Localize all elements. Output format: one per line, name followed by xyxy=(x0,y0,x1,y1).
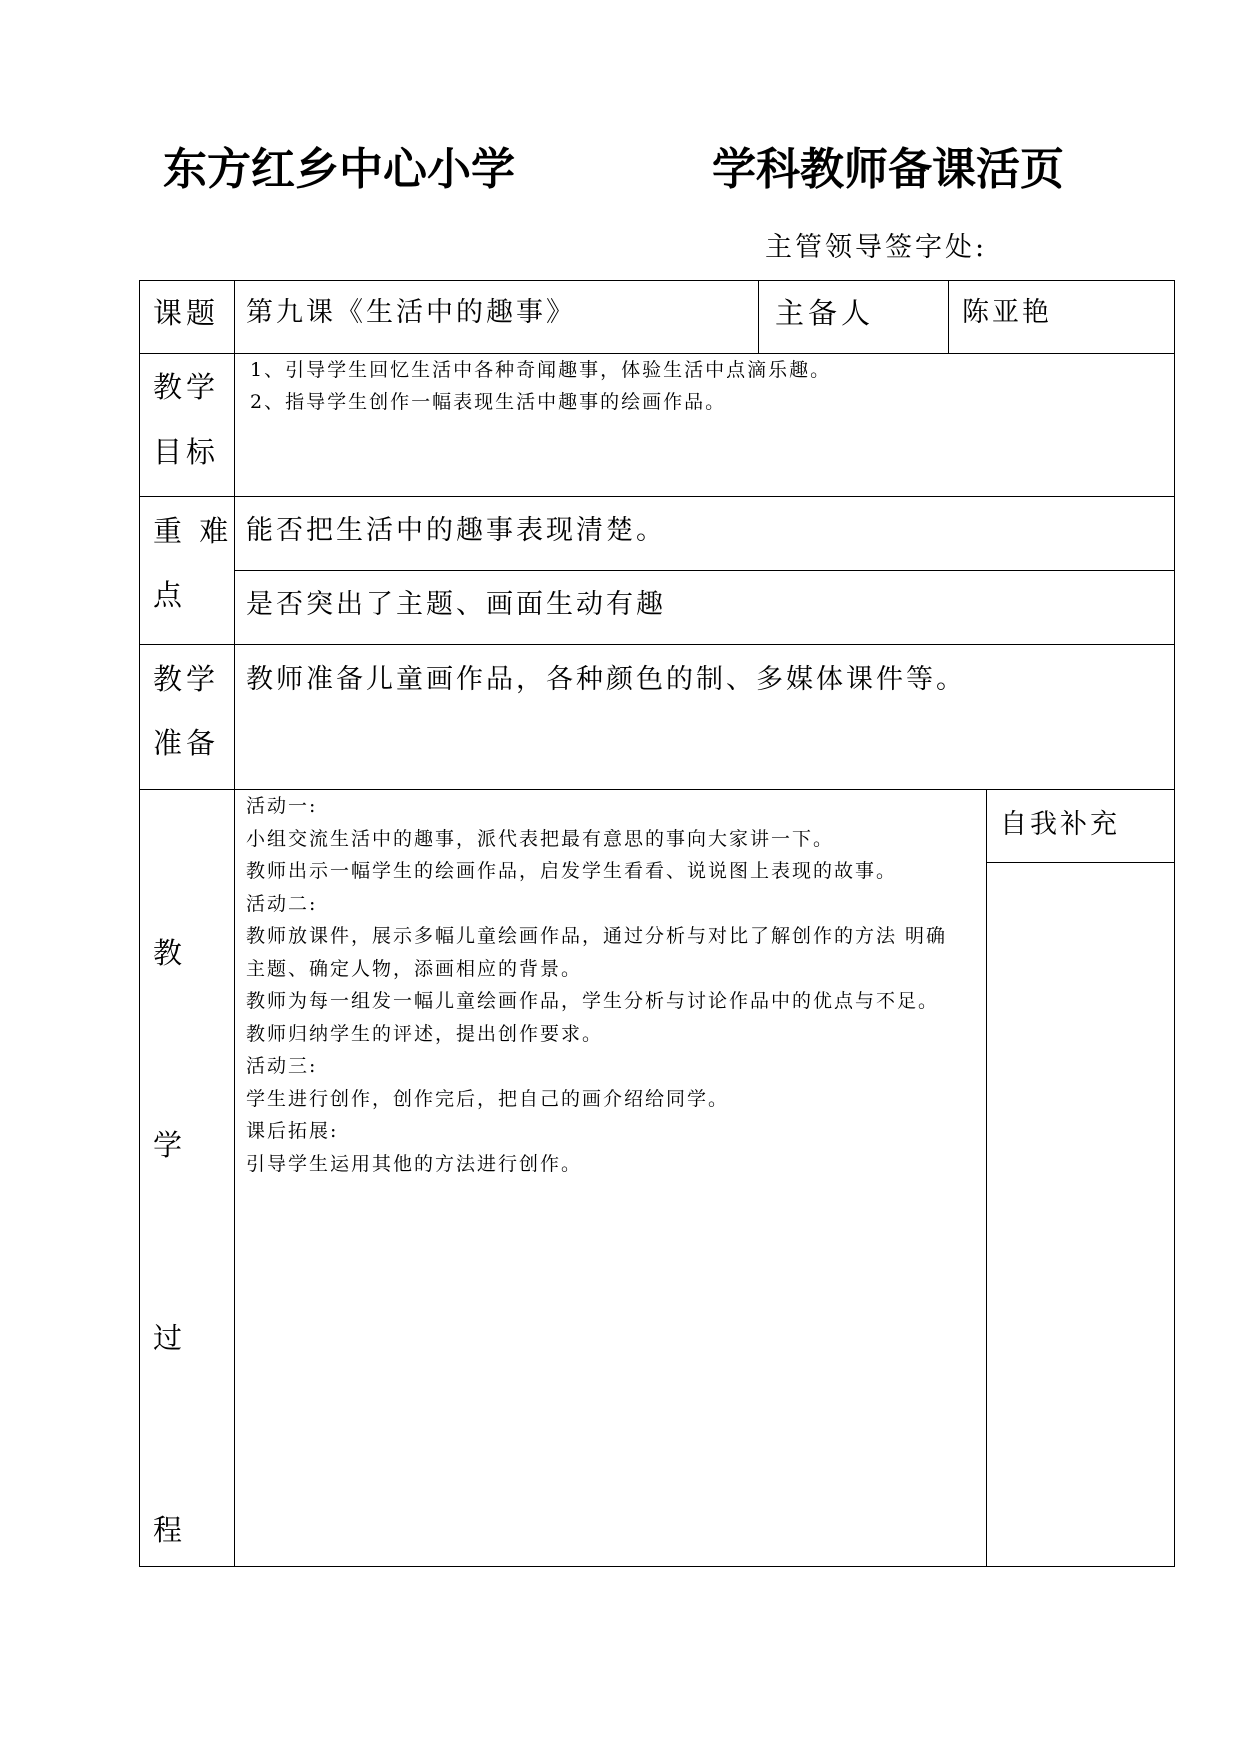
process-line: 课后拓展: xyxy=(246,1120,339,1142)
self-supplement-label: 自我补充 xyxy=(1000,809,1120,840)
key-point-text: 能否把生活中的趣事表现清楚。 xyxy=(246,515,666,546)
process-line: 教师放课件，展示多幅儿童绘画作品，通过分析与对比了解创作的方法 明确 xyxy=(246,925,948,947)
process-line: 教师为每一组发一幅儿童绘画作品，学生分析与讨论作品中的优点与不足。 xyxy=(246,990,940,1012)
process-line: 活动三: xyxy=(246,1055,318,1077)
process-line: 引导学生运用其他的方法进行创作。 xyxy=(246,1152,583,1175)
signature-label: 主管领导签字处: xyxy=(765,232,988,263)
difficulty-text: 是否突出了主题、画面生动有趣 xyxy=(246,589,666,620)
process-line: 活动一: xyxy=(246,795,318,817)
preparation-label-line2: 准备 xyxy=(153,726,220,760)
objective-item: 2、指导学生创作一幅表现生活中趣事的绘画作品。 xyxy=(250,391,727,413)
process-line: 教师出示一幅学生的绘画作品，启发学生看看、说说图上表现的故事。 xyxy=(246,860,898,882)
form-title: 学科教师备课活页 xyxy=(712,144,1064,195)
process-label-char: 程 xyxy=(153,1513,191,1547)
process-content xyxy=(246,790,947,1180)
process-label-char: 教 xyxy=(153,936,191,970)
preparation-label-line1: 教学 xyxy=(153,662,220,696)
lesson-topic: 第九课《生活中的趣事》 xyxy=(246,297,576,328)
process-line: 学生进行创作，创作完后，把自己的画介绍给同学。 xyxy=(246,1087,730,1110)
school-name: 东方红乡中心小学 xyxy=(163,144,515,195)
preparation-text: 教师准备儿童画作品，各种颜色的制、多媒体课件等。 xyxy=(246,664,966,695)
key-points-label-line2: 点 xyxy=(153,578,187,612)
process-label-char: 过 xyxy=(153,1321,191,1355)
objective-item: 1、引导学生回忆生活中各种奇闻趣事，体验生活中点滴乐趣。 xyxy=(250,359,832,381)
topic-label: 课题 xyxy=(153,296,220,330)
key-points-label-line1: 重 难 xyxy=(153,514,233,548)
process-line: 教师归纳学生的评述，提出创作要求。 xyxy=(246,1022,604,1045)
objectives-label-line1: 教学 xyxy=(153,370,220,404)
process-line: 活动二: xyxy=(246,892,318,915)
process-line: 小组交流生活中的趣事，派代表把最有意思的事向大家讲一下。 xyxy=(246,827,835,850)
objectives-label-line2: 目标 xyxy=(153,435,220,469)
process-label-char: 学 xyxy=(153,1128,191,1162)
preparer-name: 陈亚艳 xyxy=(962,297,1052,328)
process-line: 主题、确定人物，添画相应的背景。 xyxy=(246,957,583,980)
preparer-label: 主备人 xyxy=(775,296,875,330)
